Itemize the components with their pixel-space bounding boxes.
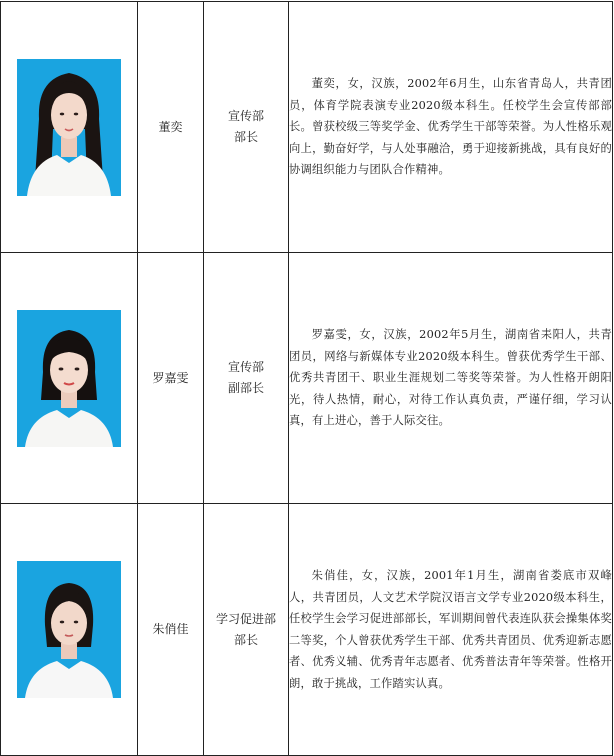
member-row <box>1 253 613 504</box>
member-position-cell <box>204 253 289 504</box>
member-bio: 董奕，女，汉族，2002年6月生，山东省青岛人，共青团员，体育学院表演专业2020级本科生。任校学生会宣传部部长。曾获校级三等奖学金、优秀学生干部等荣誉。为人性格乐观向上，勤奋好学，与人处事融洽，勇于迎接新挑战，具有良好的协调组织能力与团队合作精神。 <box>289 77 612 177</box>
member-position: 学习促进部 部长 <box>215 611 276 647</box>
member-photo <box>17 310 121 447</box>
member-bio-cell <box>289 2 613 253</box>
member-photo <box>17 561 121 698</box>
member-row <box>1 504 613 756</box>
portrait-image <box>17 561 121 698</box>
member-position-cell <box>204 2 289 253</box>
photo-cell <box>1 2 138 253</box>
photo-cell <box>1 253 138 504</box>
member-bio-cell <box>289 253 613 504</box>
member-position: 宣传部 部长 <box>227 109 264 144</box>
member-position: 宣传部 副部长 <box>227 360 264 395</box>
member-name: 罗嘉雯 <box>138 253 204 504</box>
photo-cell <box>1 504 138 756</box>
member-bio-cell <box>289 504 613 756</box>
portrait-image <box>17 310 121 447</box>
member-roster-table <box>0 1 613 756</box>
member-position-cell <box>204 504 289 756</box>
member-photo <box>17 59 121 196</box>
member-bio: 朱俏佳，女，汉族，2001年1月生，湖南省娄底市双峰人，共青团员，人文艺术学院汉语言文学专业2020级本科生，任校学生会学习促进部部长，军训期间曾代表连队获会操集体奖二等奖，个人曾获优秀学生干部、优秀共青团员、优秀迎新志愿者、优秀义辅、优秀青年志愿者、优秀普法青年等荣誉。性格开朗，敢于挑战，工作踏实认真。 <box>289 569 612 690</box>
member-name: 董奕 <box>138 2 204 253</box>
member-bio: 罗嘉雯，女，汉族，2002年5月生，湖南省耒阳人，共青团员，网络与新媒体专业2020级本科生。曾获优秀学生干部、优秀共青团干、职业生涯规划二等奖等荣誉。为人性格开朗阳光，待人热情，耐心，对待工作认真负责，严谨仔细，学习认真，有上进心，善于人际交往。 <box>289 328 612 428</box>
portrait-image <box>17 59 121 196</box>
member-row <box>1 2 613 253</box>
member-name: 朱俏佳 <box>138 504 204 756</box>
